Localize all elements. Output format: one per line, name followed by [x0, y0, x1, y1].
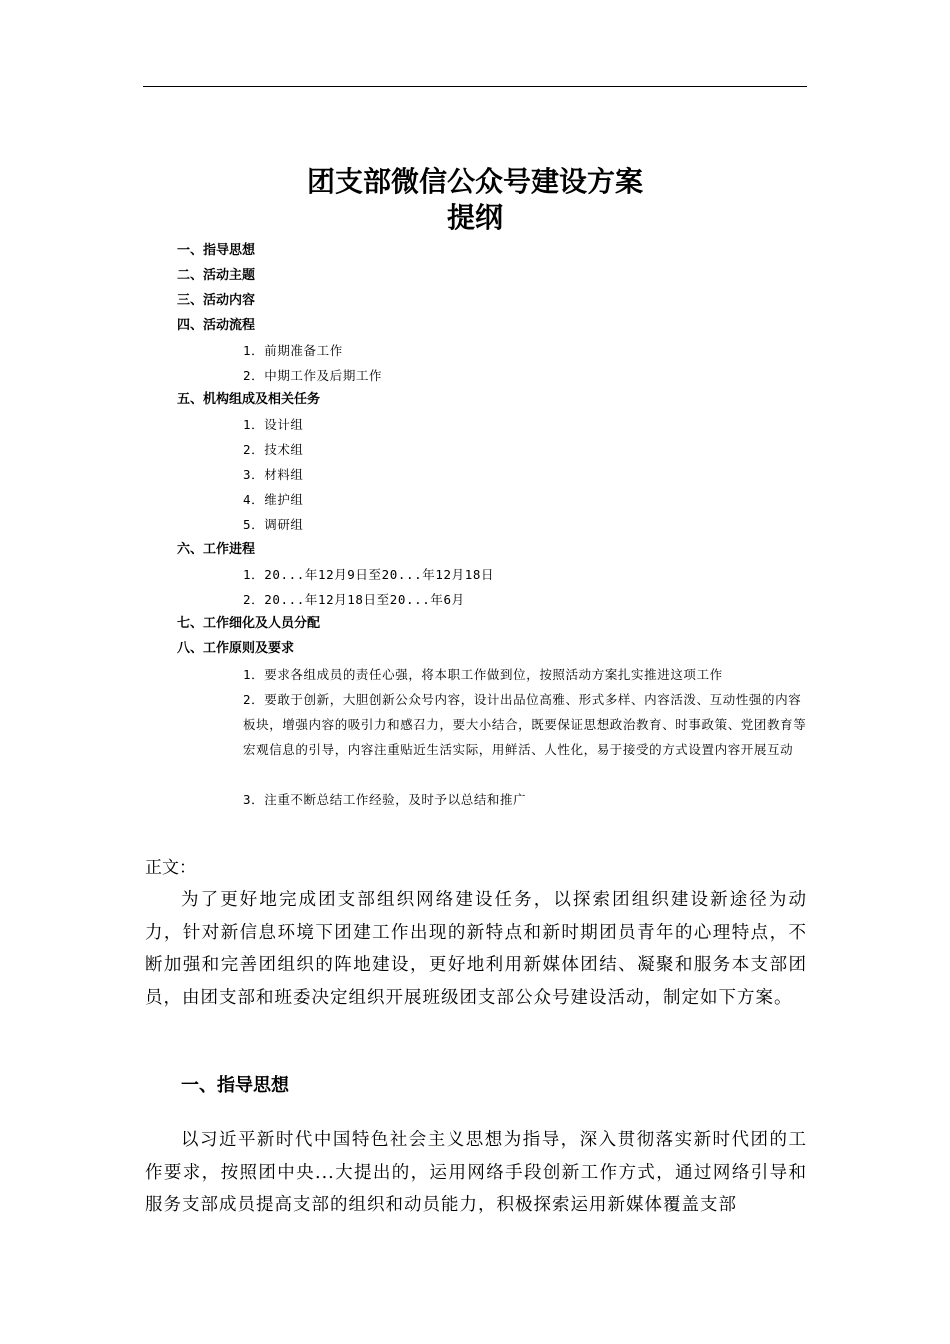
outline-item: 3．材料组 — [243, 467, 304, 482]
outline-item: 2．要敢于创新，大胆创新公众号内容，设计出品位高雅、形式多样、内容活泼、互动性强的内容板块，增强内容的吸引力和感召力，要大小结合，既要保证思想政治教育、时事政策、党团教育等宏观信息的引导，内容注重贴近生活实际，用鲜活、人性化，易于接受的方式设置内容开展互动 — [243, 692, 807, 757]
outline-heading-1: 一、指导思想 — [177, 243, 256, 258]
outline-item: 1．前期准备工作 — [243, 343, 343, 358]
outline-item: 1．要求各组成员的责任心强，将本职工作做到位，按照活动方案扎实推进这项工作 — [243, 667, 723, 682]
outline-heading-5: 五、机构组成及相关任务 — [177, 392, 321, 407]
intro-paragraph: 为了更好地完成团支部组织网络建设任务，以探索团组织建设新途径为动力，针对新信息环境下团建工作出现的新特点和新时期团员青年的心理特点，不断加强和完善团组织的阵地建设，更好地利用新媒体团结、凝聚和服务本支部团员，由团支部和班委决定组织开展班级团支部公众号建设活动，制定如下方案。 — [145, 890, 807, 1008]
document-title: 团支部微信公众号建设方案 — [306, 165, 643, 198]
outline-item: 3．注重不断总结工作经验，及时予以总结和推广 — [243, 792, 527, 807]
body-label: 正文： — [145, 858, 196, 878]
section-paragraph: 以习近平新时代中国特色社会主义思想为指导，深入贯彻落实新时代团的工作要求，按照团中央...大提出的，运用网络手段创新工作方式，通过网络引导和服务支部成员提高支部的组织和动员能力，积极探索运用新媒体覆盖支部 — [145, 1130, 807, 1215]
outline-item: 2．中期工作及后期工作 — [243, 368, 383, 383]
document-subtitle: 提纲 — [446, 201, 503, 234]
outline-heading-8: 八、工作原则及要求 — [177, 641, 295, 656]
outline-heading-6: 六、工作进程 — [177, 542, 256, 557]
header-rule — [143, 86, 807, 87]
outline-heading-2: 二、活动主题 — [177, 268, 256, 283]
outline-item: 4．维护组 — [243, 492, 304, 507]
outline-heading-3: 三、活动内容 — [177, 293, 256, 308]
outline-item: 2．20...年12月18日至20...年6月 — [243, 592, 465, 607]
outline-heading-7: 七、工作细化及人员分配 — [177, 616, 321, 631]
section-heading: 一、指导思想 — [181, 1075, 289, 1096]
outline-item: 1．20...年12月9日至20...年12月18日 — [243, 567, 495, 582]
outline-item: 5．调研组 — [243, 517, 304, 532]
outline-item: 2．技术组 — [243, 442, 304, 457]
outline-item: 1．设计组 — [243, 417, 304, 432]
outline-heading-4: 四、活动流程 — [177, 318, 256, 333]
